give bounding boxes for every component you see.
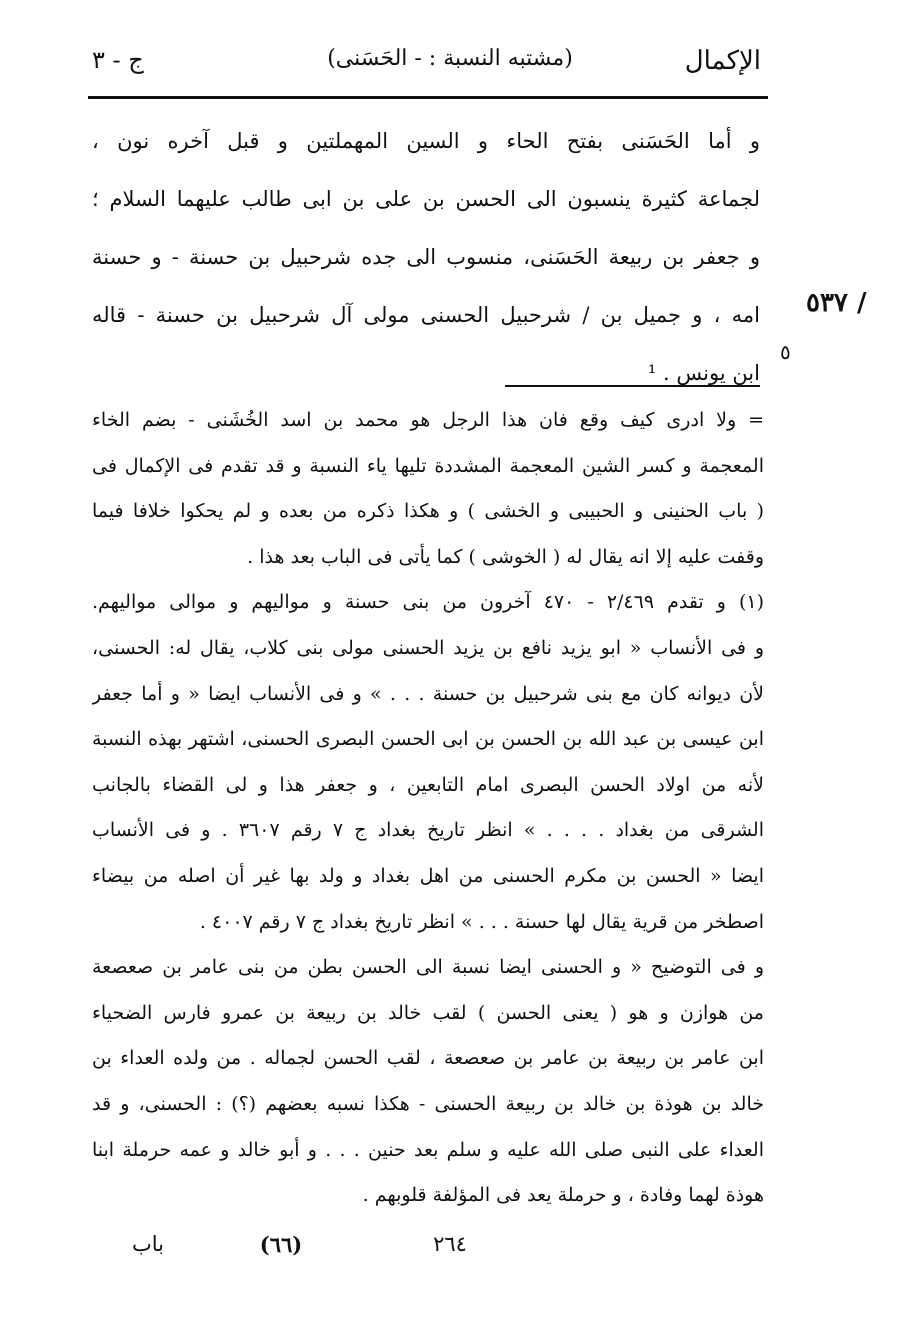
footnote-line: ( باب الحنينى و الحبيبى و الخشى ) و هكذا ذكره من بعده و لم يحكوا خلافا فيما — [92, 500, 764, 523]
main-line: ابن يونس . ¹ — [647, 361, 760, 385]
main-line: امه ، و جميل بن / شرحبيل الحسنى مولى آل شرحبيل بن حسنة - قاله — [92, 303, 760, 327]
main-line: و أما الحَسَنى بفتح الحاء و السين المهملتين و قبل آخره نون ، — [92, 129, 760, 153]
footnote-line: العداء على النبى صلى الله عليه و سلم بعد حنين . . . و أبو خالد و عمه حرملة ابنا — [92, 1138, 764, 1161]
footnote-line: وقفت عليه إلا انه يقال له ( الخوشى ) كما يأتى فى الباب بعد هذا . — [247, 545, 764, 568]
main-line: و جعفر بن ربيعة الحَسَنى، منسوب الى جده شرحبيل بن حسنة - و حسنة — [92, 245, 760, 269]
footnote-line: لأنه من اولاد الحسن البصرى امام التابعين ، و جعفر هذا و لى القضاء بالجانب — [92, 773, 764, 796]
footnote-line: ابن عامر بن ربيعة بن عامر بن صعصعة ، لقب الحسن لجماله . من ولده العداء بن — [92, 1047, 764, 1070]
footnote-line: و فى الأنساب « ابو يزيد نافع بن يزيد الحسنى مولى بنى كلاب، يقال له: الحسنى، — [92, 636, 764, 659]
footnote-line: (١) و تقدم ٢/٤٦٩ - ٤٧٠ آخرون من بنى حسنة و مواليهم و موالى مواليهم. — [92, 591, 764, 614]
footnote-line: هوذة لهما وفادة ، و حرملة يعد فى المؤلفة قلوبهم . — [362, 1184, 764, 1207]
footnote-line: ابن عيسى بن عبد الله بن الحسن بن ابى الحسن البصرى الحسنى، اشتهر بهذه النسبة — [92, 728, 764, 751]
running-title: الإكمال — [684, 46, 761, 76]
footnote-line: الشرقى من بغداد . . . . » انظر تاريخ بغداد ج ٧ رقم ٣٦٠٧ . و فى الأنساب — [92, 819, 764, 842]
main-line: لجماعة كثيرة ينسبون الى الحسن بن على بن ابى طالب عليهما السلام ؛ — [92, 187, 760, 211]
footnote-line: = ولا ادرى كيف وقع فان هذا الرجل هو محمد بن اسد الخُشَنى - بضم الخاء — [92, 409, 764, 431]
footnote-line: ايضا « الحسن بن مكرم الحسنى من اهل بغداد و ولد بها غير أن اصله من بيضاء — [92, 864, 764, 887]
line-number: ٥ — [780, 340, 791, 364]
footnote-line: خالد بن هوذة بن خالد بن ربيعة الحسنى - هكذا نسبه بعضهم (؟) : الحسنى، و قد — [92, 1092, 764, 1115]
volume-number: ج - ٣ — [92, 46, 144, 74]
footnote-line: و فى التوضيح « و الحسنى ايضا نسبة الى الحسن بطن من بنى عامر بن صعصعة — [92, 956, 764, 979]
catchword: باب — [131, 1232, 164, 1256]
page-number: ٢٦٤ — [433, 1232, 467, 1256]
footnote-line: لأن ديوانه كان مع بنى شرحبيل بن حسنة . . . » و فى الأنساب ايضا « و أما جعفر — [92, 682, 764, 705]
footnote-line: اصطخر من قرية يقال لها حسنة . . . » انظر تاريخ بغداد ج ٧ رقم ٤٠٠٧ . — [199, 910, 764, 933]
section-heading: (مشتبه النسبة : - الحَسَنى) — [327, 46, 573, 71]
header-rule — [88, 96, 768, 99]
entry-number: / ٥٣٧ — [806, 288, 867, 318]
footnote-line: من هوازن و هو ( يعنى الحسن ) لقب خالد بن ربيعة بن عمرو فارس الضحياء — [92, 1001, 764, 1024]
footnote-rule — [505, 385, 760, 387]
sheet-number: (٦٦) — [259, 1232, 303, 1257]
footnote-line: المعجمة و كسر الشين المعجمة المشددة تليها ياء النسبة و قد تقدم فى الإكمال فى — [92, 454, 764, 477]
footnotes — [92, 398, 764, 1219]
main-text — [92, 112, 760, 402]
